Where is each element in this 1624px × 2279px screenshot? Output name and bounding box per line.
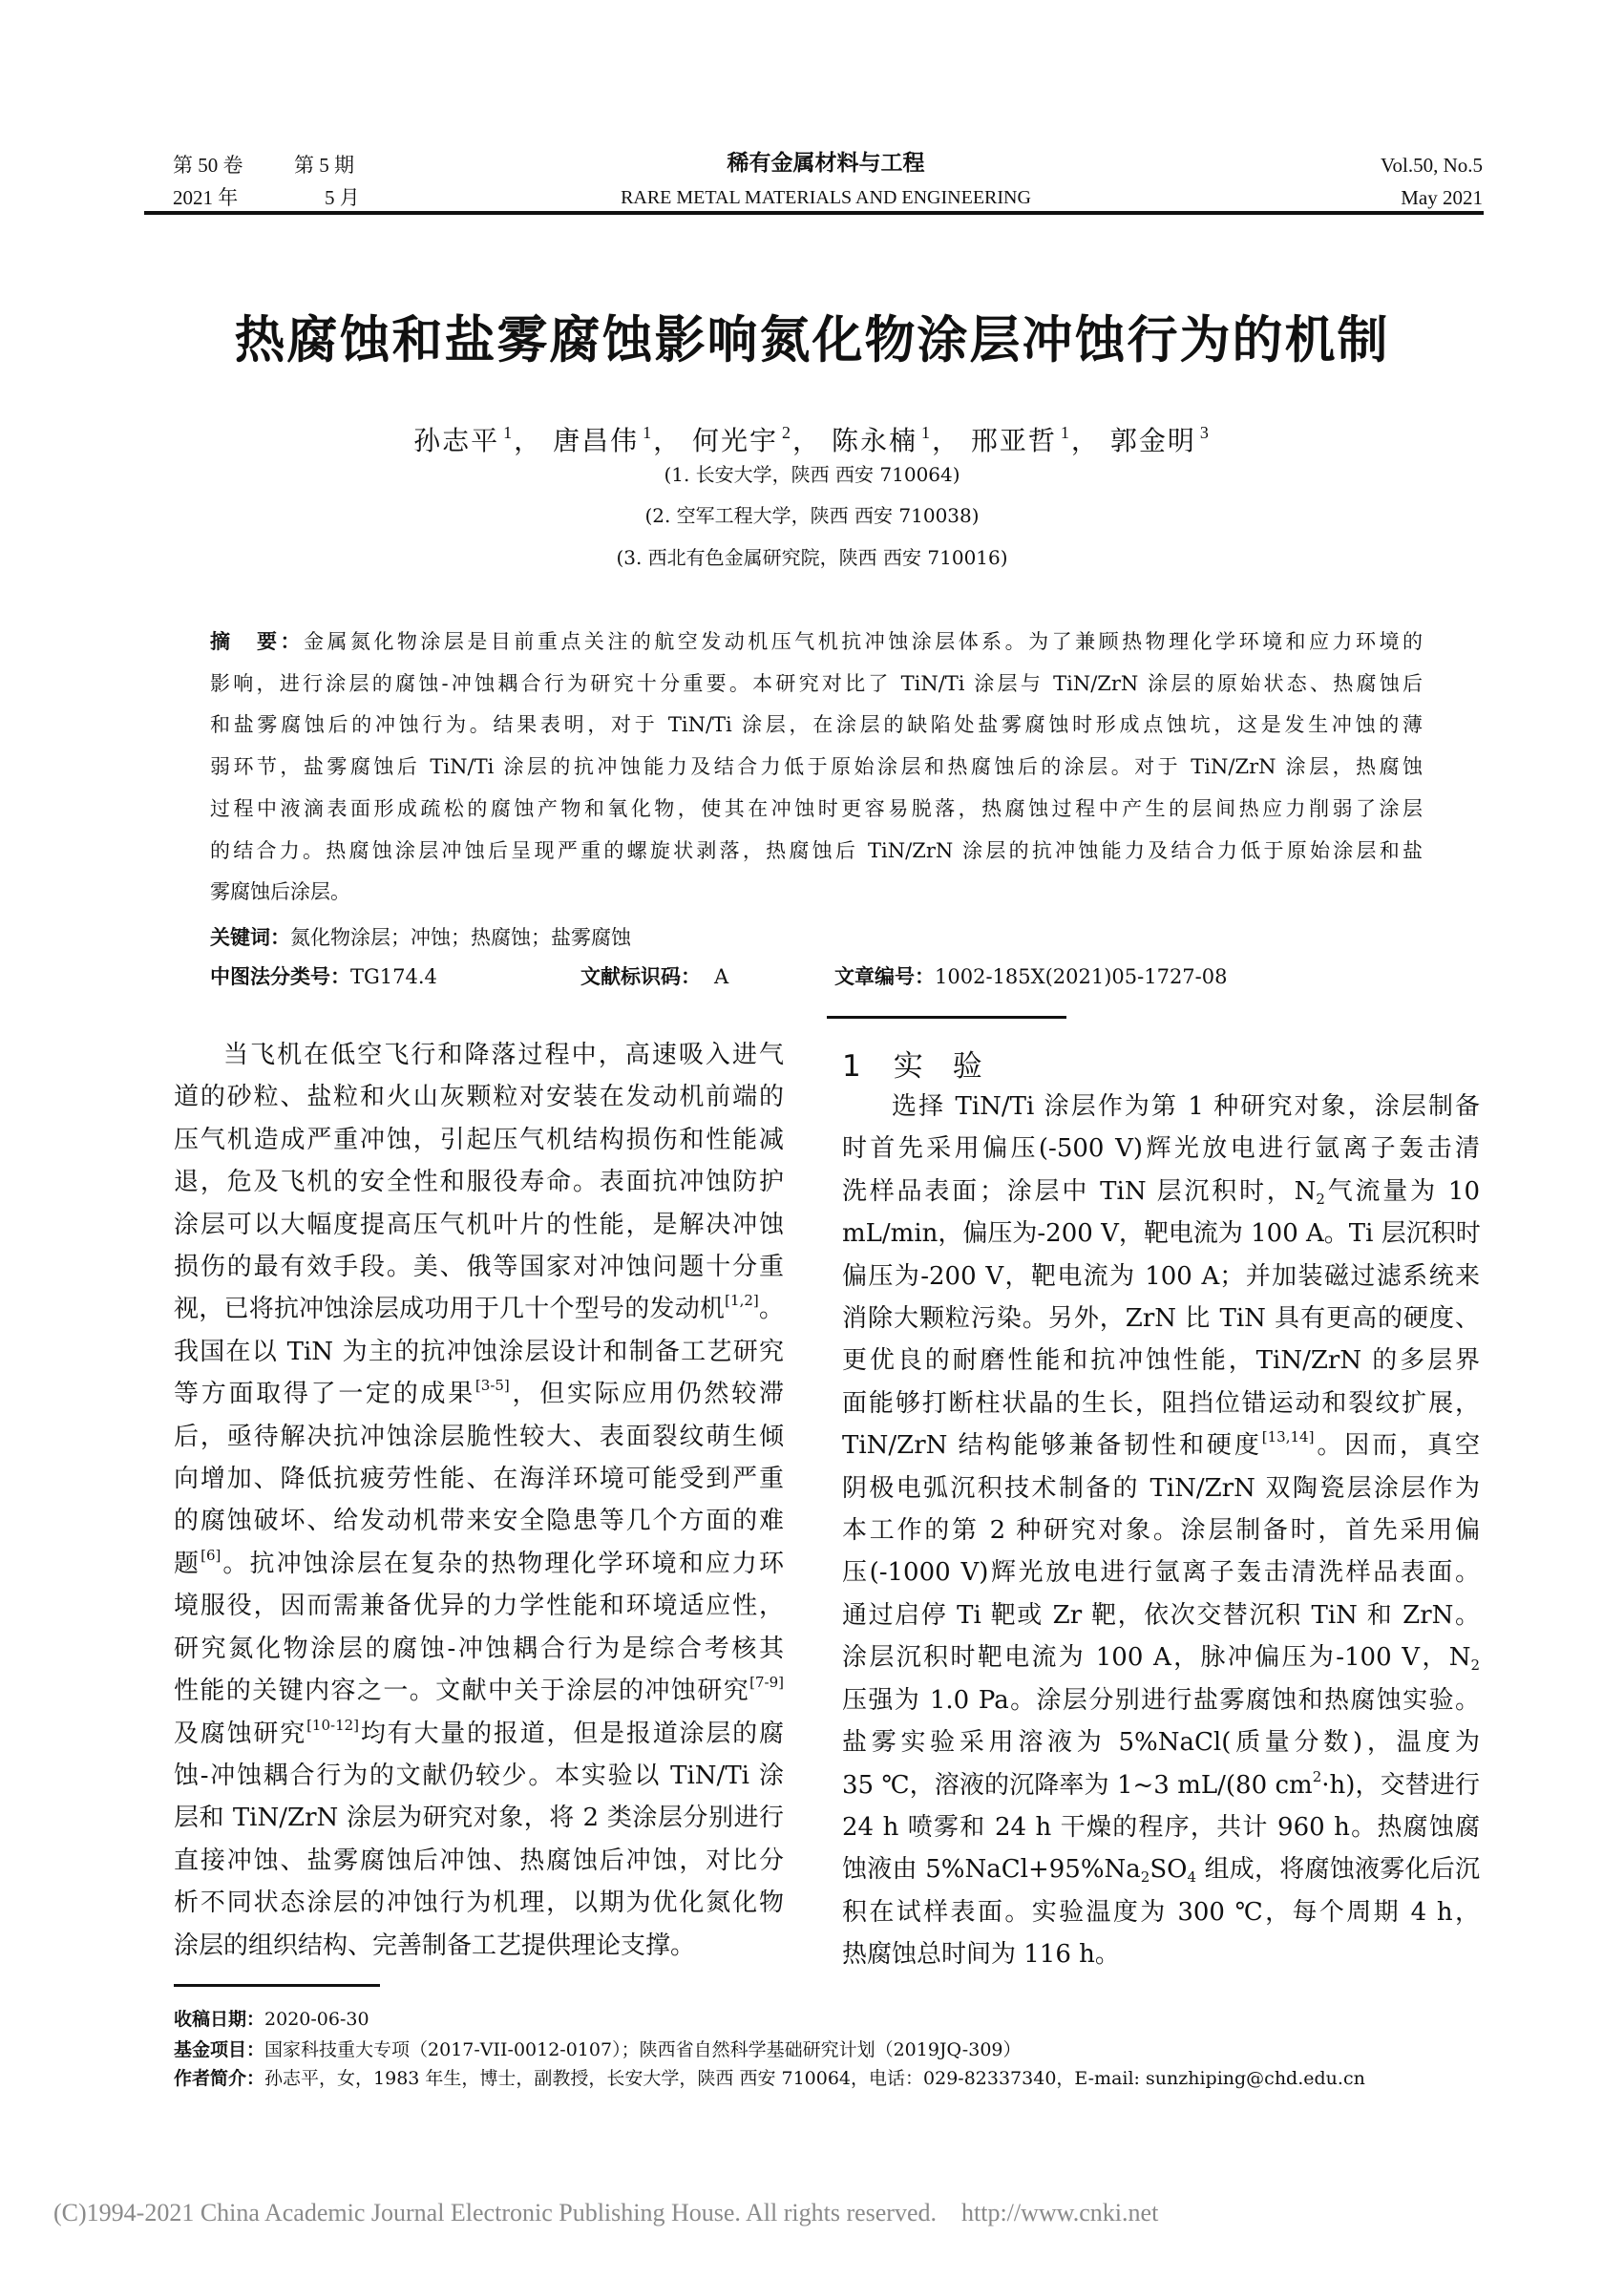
footnote-funding: 基金项目：国家科技重大专项（2017-VII-0012-0107）；陕西省自然科学基础研究计划（2019JQ-309） xyxy=(174,2039,1022,2060)
text-line xyxy=(842,1848,1480,1890)
header-volume-en: Vol.50, No.5 xyxy=(1381,154,1483,177)
text-run: 损伤的最有效手段。美、俄等国家对冲蚀问题十分重 xyxy=(174,1253,784,1282)
text-line xyxy=(174,1288,784,1330)
text-line xyxy=(210,872,1423,914)
text-run: 。因而，真空 xyxy=(1314,1431,1480,1461)
introduction xyxy=(174,1034,784,1967)
text-run: 的腐蚀破坏、给发动机带来安全隐患等几个方面的难 xyxy=(174,1507,784,1536)
text-run: 弱环节，盐雾腐蚀后 TiN/Ti 涂层的抗冲蚀能力及结合力低于原始涂层和热腐蚀后的涂层。对于 TiN/ZrN 涂层，热腐蚀 xyxy=(210,755,1423,779)
text-line xyxy=(842,1636,1480,1678)
introduction-body xyxy=(174,1034,784,1967)
text-line xyxy=(842,1213,1480,1255)
text-run: 等方面取得了一定的成果 xyxy=(174,1380,475,1409)
text-run: 道的砂粒、盐粒和火山灰颗粒对安装在发动机前端的 xyxy=(174,1083,784,1112)
superscript: 2 xyxy=(1312,1767,1322,1785)
text-run: 阴极电弧沉积技术制备的 TiN/ZrN 双陶瓷层涂层作为 xyxy=(842,1473,1480,1503)
text-run: 蚀液由 5%NaCl+95%Na xyxy=(842,1855,1141,1885)
journal-title-en: RARE METAL MATERIALS AND ENGINEERING xyxy=(621,187,1031,208)
superscript: [7-9] xyxy=(749,1674,784,1692)
text-run: 退，危及飞机的安全性和服役寿命。表面抗冲蚀防护 xyxy=(174,1168,784,1197)
section-experiment xyxy=(842,1086,1480,1976)
section-number: 1 xyxy=(842,1049,861,1084)
text-line xyxy=(842,1382,1480,1424)
text-line xyxy=(842,1594,1480,1636)
text-line xyxy=(174,1458,784,1500)
text-run: 。 xyxy=(758,1295,784,1324)
text-line xyxy=(210,789,1423,831)
text-line xyxy=(842,1721,1480,1763)
footnote-rule xyxy=(174,1984,380,1987)
section-title: 实 验 xyxy=(893,1049,982,1084)
text-run: 当飞机在低空飞行和降落过程中，高速吸入进气 xyxy=(223,1041,784,1069)
text-line xyxy=(210,747,1423,789)
author: 郭金明 $^3$ xyxy=(1109,423,1211,456)
subscript: 2 xyxy=(1140,1868,1150,1887)
text-line xyxy=(174,1373,784,1415)
text-run: 雾腐蚀后涂层。 xyxy=(210,880,350,904)
superscript: [6] xyxy=(200,1546,221,1564)
text-run: 直接冲蚀、盐雾腐蚀后冲蚀、热腐蚀后冲蚀，对比分 xyxy=(174,1846,784,1875)
text-line xyxy=(174,1331,784,1373)
text-line xyxy=(174,1500,784,1542)
text-run: 热腐蚀总时间为 116 h。 xyxy=(842,1940,1120,1970)
section-heading xyxy=(842,1046,982,1087)
text-run: 析不同状态涂层的冲蚀行为机理，以期为优化氮化物 xyxy=(174,1889,784,1918)
affiliation: (2. 空军工程大学，陕西 西安 710038) xyxy=(644,504,980,527)
text-line xyxy=(174,1840,784,1882)
text-line xyxy=(174,1670,784,1712)
text-run: 压强为 1.0 Pa。涂层分别进行盐雾腐蚀和热腐蚀实验。 xyxy=(842,1685,1480,1715)
header-month: 5 月 xyxy=(325,186,360,209)
text-run: 面能够打断柱状晶的生长，阻挡位错运动和裂纹扩展， xyxy=(842,1388,1480,1418)
text-line xyxy=(210,831,1423,873)
text-line xyxy=(842,1424,1480,1467)
text-run: ，但实际应用仍然较滞 xyxy=(509,1380,784,1409)
text-run: SO xyxy=(1149,1855,1188,1885)
superscript: [13,14] xyxy=(1261,1428,1315,1446)
abstract xyxy=(210,622,1423,914)
text-run: 选择 TiN/Ti 涂层作为第 1 种研究对象，涂层制备 xyxy=(892,1092,1480,1121)
text-line xyxy=(842,1891,1480,1933)
text-run: ·h)，交替进行 xyxy=(1321,1770,1480,1800)
header-date-en: May 2021 xyxy=(1401,186,1483,209)
text-line xyxy=(842,1467,1480,1509)
text-run: 我国在以 TiN 为主的抗冲蚀涂层设计和制备工艺研究 xyxy=(174,1337,784,1366)
text-line xyxy=(842,1551,1480,1593)
text-line xyxy=(174,1925,784,1967)
subscript: 2 xyxy=(1316,1190,1325,1208)
text-run: 涂层的组织结构、完善制备工艺提供理论支撑。 xyxy=(174,1931,696,1960)
author: 陈永楠 $^1$ xyxy=(831,423,932,456)
text-run: 涂层沉积时靶电流为 100 A，脉冲偏压为-100 V，N xyxy=(842,1643,1471,1673)
header-volume: 第 50 卷 xyxy=(173,154,243,177)
text-line xyxy=(842,1128,1480,1170)
text-run: 影响，进行涂层的腐蚀-冲蚀耦合行为研究十分重要。本研究对比了 TiN/Ti 涂层与 TiN/ZrN 涂层的原始状态、热腐蚀后 xyxy=(210,671,1423,695)
text-line xyxy=(174,1034,784,1076)
text-run: 气流量为 10 xyxy=(1324,1176,1481,1206)
text-run: 涂层可以大幅度提高压气机叶片的性能，是解决冲蚀 xyxy=(174,1210,784,1239)
text-line xyxy=(842,1298,1480,1340)
text-run: 和盐雾腐蚀后的冲蚀行为。结果表明，对于 TiN/Ti 涂层，在涂层的缺陷处盐雾腐蚀时形成点蚀坑，这是发生冲蚀的薄 xyxy=(210,713,1423,737)
text-run: 35 ℃，溶液的沉降率为 1~3 mL/(80 cm xyxy=(842,1770,1313,1800)
superscript: [1,2] xyxy=(725,1292,759,1310)
author: 何光宇 $^2$ xyxy=(692,423,793,456)
author: 邢亚哲 $^1$ xyxy=(970,423,1071,456)
text-run: 通过启停 Ti 靶或 Zr 靶，依次交替沉积 TiN 和 ZrN。 xyxy=(842,1600,1480,1630)
text-line xyxy=(842,1764,1480,1806)
article-number: 文章编号：1002-185X(2021)05-1727-08 xyxy=(834,965,1228,988)
footnote-author-bio: 作者简介：孙志平，女，1983 年生，博士，副教授，长安大学，陕西 西安 710064，电话：029-82337340，E-mail: sunzhiping@chd.edu.cn xyxy=(174,2068,1365,2089)
text-run: 压(-1000 V)辉光放电进行氩离子轰击清洗样品表面。 xyxy=(842,1558,1480,1588)
text-run: 积在试样表面。实验温度为 300 ℃，每个周期 4 h， xyxy=(842,1897,1480,1927)
superscript: [3-5] xyxy=(475,1377,510,1395)
text-line xyxy=(174,1076,784,1118)
subscript: 2 xyxy=(1470,1656,1480,1675)
superscript: [10-12] xyxy=(306,1716,360,1734)
abstract-end-rule xyxy=(827,1016,1066,1019)
text-run: TiN/ZrN 结构能够兼备韧性和硬度 xyxy=(842,1431,1262,1461)
header-issue: 第 5 期 xyxy=(294,154,354,177)
text-run: 组成，将腐蚀液雾化后沉 xyxy=(1196,1855,1480,1885)
text-run: 境服役，因而需兼备优异的力学性能和环境适应性， xyxy=(174,1592,784,1621)
text-run: 压气机造成严重冲蚀，引起压气机结构损伤和性能减 xyxy=(174,1125,784,1154)
subscript: 4 xyxy=(1187,1868,1197,1887)
text-run: 时首先采用偏压(-500 V)辉光放电进行氩离子轰击清 xyxy=(842,1134,1480,1164)
text-line xyxy=(174,1119,784,1161)
text-run: 过程中液滴表面形成疏松的腐蚀产物和氧化物，使其在冲蚀时更容易脱落，热腐蚀过程中产生的层间热应力削弱了涂层 xyxy=(210,796,1423,820)
text-line xyxy=(210,622,1423,664)
text-line xyxy=(174,1585,784,1627)
text-run: 层和 TiN/ZrN 涂层为研究对象，将 2 类涂层分别进行 xyxy=(174,1804,784,1833)
text-line xyxy=(842,1509,1480,1551)
header-year: 2021 年 xyxy=(173,186,239,209)
text-run: 更优良的耐磨性能和抗冲蚀性能，TiN/ZrN 的多层界 xyxy=(842,1346,1480,1376)
text-run: 偏压为-200 V，靶电流为 100 A；并加装磁过滤系统来 xyxy=(842,1261,1480,1291)
text-run: 后，亟待解决抗冲蚀涂层脆性较大、表面裂纹萌生倾 xyxy=(174,1422,784,1451)
text-run: 及腐蚀研究 xyxy=(174,1719,307,1748)
text-line xyxy=(210,705,1423,747)
author: 孙志平 $^1$ xyxy=(413,423,515,456)
text-line xyxy=(174,1161,784,1203)
abstract-label: 摘 要： xyxy=(210,630,304,653)
text-run: 性能的关键内容之一。文献中关于涂层的冲蚀研究 xyxy=(174,1677,750,1706)
text-run: 视，已将抗冲蚀涂层成功用于几十个型号的发动机 xyxy=(174,1295,726,1324)
text-line xyxy=(174,1882,784,1924)
text-run: 洗样品表面；涂层中 TiN 层沉积时，N xyxy=(842,1176,1317,1206)
author: 唐昌伟 $^1$ xyxy=(553,423,654,456)
cnki-link[interactable]: http://www.cnki.net xyxy=(961,2199,1159,2226)
document-code: 文献标识码： A xyxy=(580,965,729,988)
keywords-label: 关键词： xyxy=(210,926,290,949)
text-line xyxy=(174,1797,784,1839)
journal-title-cn: 稀有金属材料与工程 xyxy=(727,151,925,176)
text-line xyxy=(174,1543,784,1585)
text-line xyxy=(174,1246,784,1288)
text-run: 消除大颗粒污染。另外，ZrN 比 TiN 具有更高的硬度、 xyxy=(842,1304,1480,1334)
text-run: 。抗冲蚀涂层在复杂的热物理化学环境和应力环 xyxy=(221,1549,784,1578)
text-line xyxy=(174,1416,784,1458)
keywords-value: 氮化物涂层；冲蚀；热腐蚀；盐雾腐蚀 xyxy=(290,926,631,949)
text-line xyxy=(174,1755,784,1797)
affiliation: (1. 长安大学，陕西 西安 710064) xyxy=(664,463,960,486)
text-line xyxy=(842,1340,1480,1382)
header-rule xyxy=(144,211,1484,215)
text-line xyxy=(842,1933,1480,1975)
affiliation: (3. 西北有色金属研究院，陕西 西安 710016) xyxy=(616,546,1008,569)
text-line xyxy=(174,1628,784,1670)
text-line xyxy=(842,1086,1480,1128)
text-line xyxy=(174,1204,784,1246)
paper-title: 热腐蚀和盐雾腐蚀影响氮化物涂层冲蚀行为的机制 xyxy=(234,311,1390,369)
text-run: 24 h 喷雾和 24 h 干燥的程序，共计 960 h。热腐蚀腐 xyxy=(842,1812,1480,1842)
text-run: 金属氮化物涂层是目前重点关注的航空发动机压气机抗冲蚀涂层体系。为了兼顾热物理化学环境和应力环境的 xyxy=(303,630,1424,653)
text-line xyxy=(842,1256,1480,1298)
text-run: mL/min，偏压为-200 V，靶电流为 100 A。Ti 层沉积时 xyxy=(842,1219,1481,1249)
keywords xyxy=(210,924,631,951)
abstract-body xyxy=(210,622,1423,914)
text-run: 本工作的第 2 种研究对象。涂层制备时，首先采用偏 xyxy=(842,1516,1480,1546)
text-run: 蚀-冲蚀耦合行为的文献仍较少。本实验以 TiN/Ti 涂 xyxy=(174,1761,784,1790)
text-line xyxy=(174,1713,784,1755)
text-line xyxy=(842,1806,1480,1848)
section-body xyxy=(842,1086,1480,1976)
clc-number: 中图法分类号：TG174.4 xyxy=(210,965,437,988)
text-run: 向增加、降低抗疲劳性能、在海洋环境可能受到严重 xyxy=(174,1465,784,1494)
author-list: 孙志平 $^1$， 唐昌伟 $^1$， 何光宇 $^2$， 陈永楠 $^1$， 邢亚哲 $^1$， 郭金明 $^3$ xyxy=(413,423,1211,456)
text-line xyxy=(842,1679,1480,1721)
text-run: 均有大量的报道，但是报道涂层的腐 xyxy=(359,1719,784,1748)
text-line xyxy=(842,1171,1480,1213)
footnote-received: 收稿日期：2020-06-30 xyxy=(174,2009,369,2030)
text-run: 题 xyxy=(174,1549,201,1578)
text-run: 研究氮化物涂层的腐蚀-冲蚀耦合行为是综合考核其 xyxy=(174,1634,784,1663)
text-run: 盐雾实验采用溶液为 5%NaCl(质量分数)，温度为 xyxy=(842,1728,1480,1758)
text-run: 的结合力。热腐蚀涂层冲蚀后呈现严重的螺旋状剥落，热腐蚀后 TiN/ZrN 涂层的抗冲蚀能力及结合力低于原始涂层和盐 xyxy=(210,838,1423,862)
text-line xyxy=(210,664,1423,706)
copyright-notice: (C)1994-2021 China Academic Journal Electronic Publishing House. All rights reserved. http://www.cnki.net xyxy=(53,2199,1159,2226)
